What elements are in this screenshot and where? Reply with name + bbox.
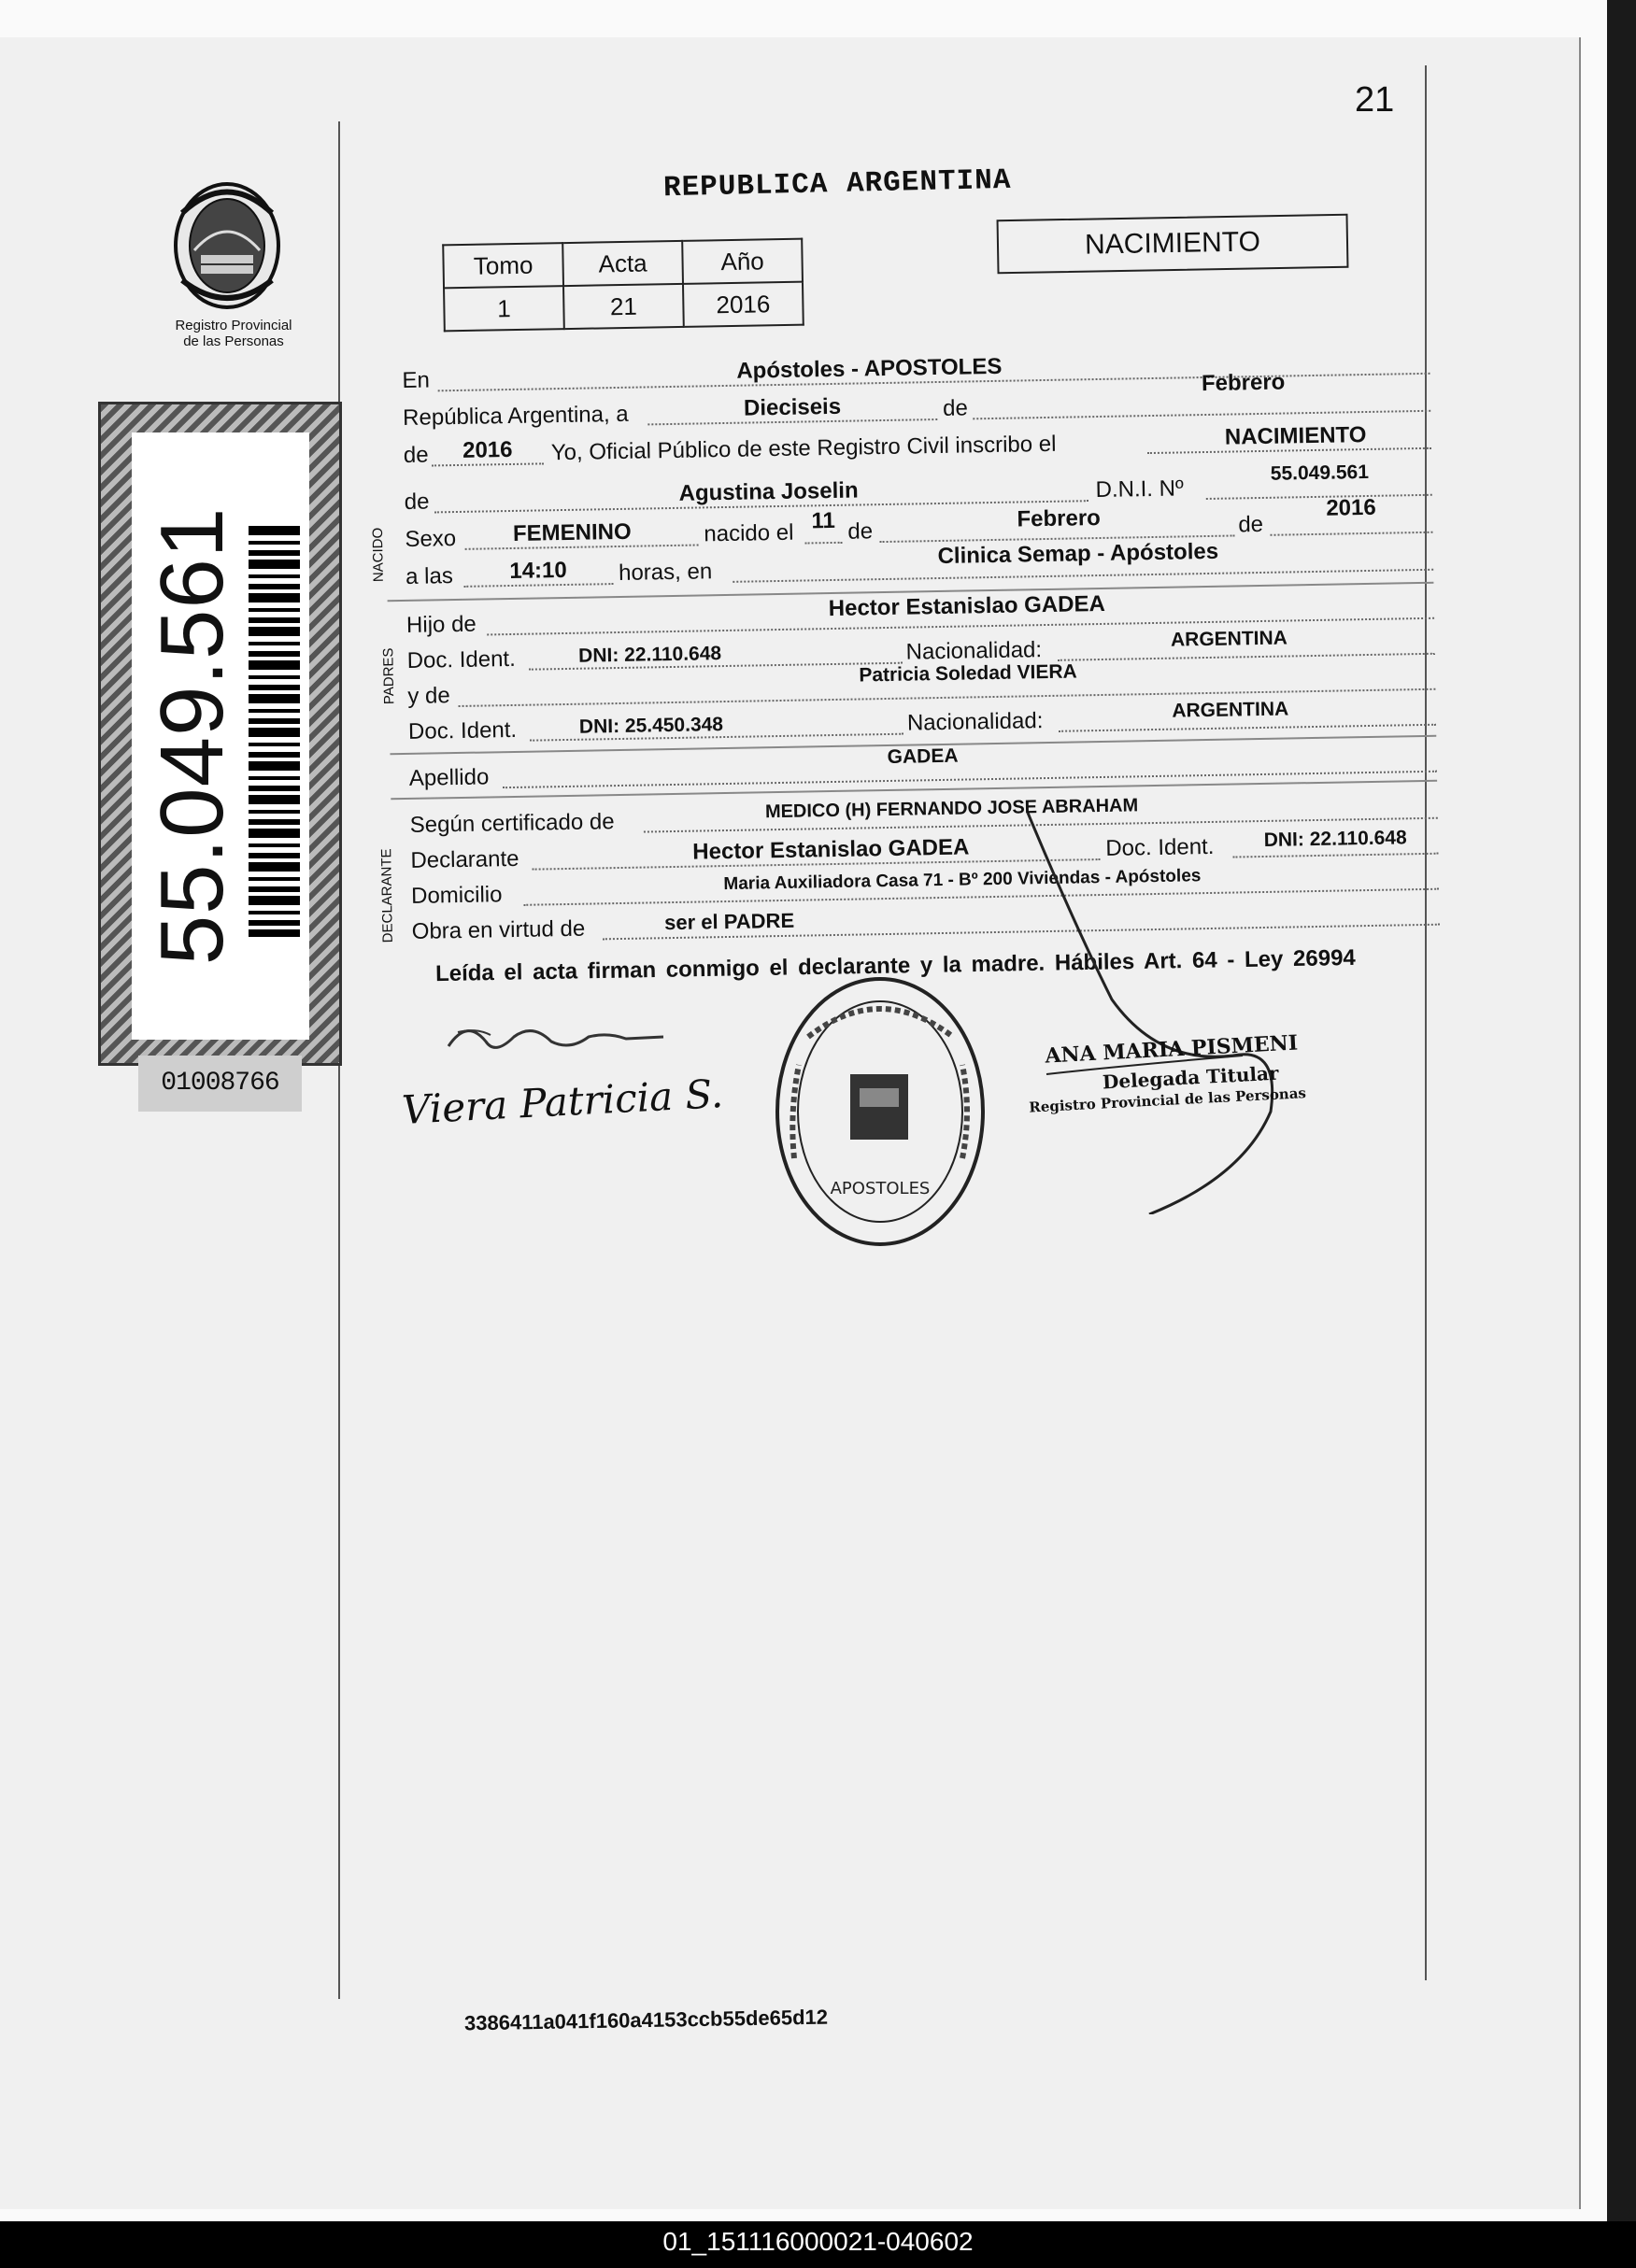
header-tomo: Tomo [443,243,563,288]
value-ano: 2016 [683,282,804,327]
seal-city: APOSTOLES [830,1179,931,1198]
value-month: Febrero [1201,369,1286,397]
register-table [442,238,804,333]
value-birth-day: 11 [811,507,836,534]
dots [503,771,1437,788]
value-father-doc: DNI: 22.110.648 [577,643,722,667]
value-tomo: 1 [444,286,564,331]
document-title: REPUBLICA ARGENTINA [662,163,1012,206]
stamp-office: Registro Provincial de las Personas [1028,1084,1307,1116]
header-ano: Año [682,239,803,284]
value-place-birth: Clinica Semap - Apóstoles [937,538,1219,570]
value-acta: 21 [563,284,684,329]
label-domicilio: Domicilio [410,882,503,909]
value-mother: Patricia Soledad VIERA [859,660,1077,687]
value-certificate: MEDICO (H) FERNANDO JOSE ABRAHAM [764,795,1139,823]
label-apellido: Apellido [408,764,490,791]
label-obra: Obra en virtud de [411,915,586,944]
provincial-emblem [168,176,286,312]
dni-number-vertical: 55.049.561 [142,506,242,966]
dots [1270,532,1432,536]
registry-label-line2: de las Personas [183,333,284,349]
registry-label [149,318,318,349]
value-father-nationality: ARGENTINA [1170,627,1288,651]
label-alas: a las [405,563,454,589]
section-nacido: NACIDO [369,527,387,583]
label-hijo: Hijo de [405,611,477,638]
label-de: de [403,442,429,468]
label-nacido: nacido el [704,519,794,547]
value-birth-month: Febrero [1017,504,1102,532]
dots [973,410,1430,420]
label-doc: Doc. Ident. [406,645,516,673]
value-reason: ser el PADRE [663,908,795,935]
value-surname: GADEA [887,744,959,768]
label-officer: Yo, Oficial Público de este Registro Civil inscribo el [550,431,1057,466]
value-mother-nationality: ARGENTINA [1172,698,1289,722]
dni-barcode-panel [98,402,342,1066]
label-nacionalidad: Nacionalidad: [905,637,1043,665]
father-signature [439,1009,682,1065]
page-number: 21 [1355,80,1395,120]
serial-number: 01008766 [138,1056,302,1112]
document-hash: 3386411a041f160a4153ccb55de65d12 [463,2005,829,2035]
header-acta: Acta [562,241,683,286]
value-name: Agustina Joselin [678,477,859,506]
label-doc: Doc. Ident. [407,716,518,744]
office-seal [771,971,990,1252]
value-declarant-doc: DNI: 22.110.648 [1263,827,1407,851]
label-sexo: Sexo [405,526,457,552]
label-de: de [942,395,969,421]
value-act-type: NACIMIENTO [1224,421,1367,450]
label-de: de [847,518,874,545]
value-place: Apóstoles - APOSTOLES [736,353,1003,384]
label-de: de [1238,511,1264,538]
label-doc: Doc. Ident. [1105,833,1215,861]
dni-label [132,432,309,1040]
value-birth-year: 2016 [1326,494,1376,521]
act-type-box: NACIMIENTO [997,214,1349,275]
dots [805,542,843,545]
label-declarante: Declarante [410,845,519,873]
label-de: de [404,489,430,515]
registry-label-line1: Registro Provincial [175,318,292,333]
value-address: Maria Auxiliadora Casa 71 - Bº 200 Viviendas - Apóstoles [723,866,1202,895]
barcode [249,526,300,937]
stamp-role: Delegada Titular [1102,1061,1280,1094]
value-sexo: FEMENINO [512,518,632,546]
dots [1059,724,1436,732]
section-declarante: DECLARANTE [378,848,396,943]
dots [733,569,1433,583]
label-yde: y de [407,683,450,709]
label-dni: D.N.I. Nº [1095,475,1184,503]
file-id: 01_151116000021-040602 [662,2227,974,2256]
value-dni: 55.049.561 [1270,461,1370,485]
value-declarant: Hector Estanislao GADEA [692,834,970,865]
value-day: Dieciseis [743,393,842,421]
label-republica: República Argentina, a [402,401,629,431]
label-segun: Según certificado de [409,809,615,838]
mother-signature: Viera Patricia S. [400,1070,725,1133]
value-father: Hector Estanislao GADEA [828,590,1106,622]
official-stamp [1026,1028,1338,1128]
official-signature-stroke [1018,813,1317,1214]
section-padres: PADRES [380,647,398,705]
label-en: En [402,367,431,393]
label-nacionalidad: Nacionalidad: [906,708,1044,736]
value-mother-doc: DNI: 25.450.348 [578,714,724,738]
value-time: 14:10 [509,557,567,585]
stamp-name: ANA MARIA PISMENI [1044,1030,1299,1069]
closing-statement: Leída el acta firman conmigo el declarante y la madre. Hábiles Art. 64 - Ley 26994 [434,944,1356,987]
label-horas: horas, en [618,559,713,586]
value-year: 2016 [462,436,513,463]
